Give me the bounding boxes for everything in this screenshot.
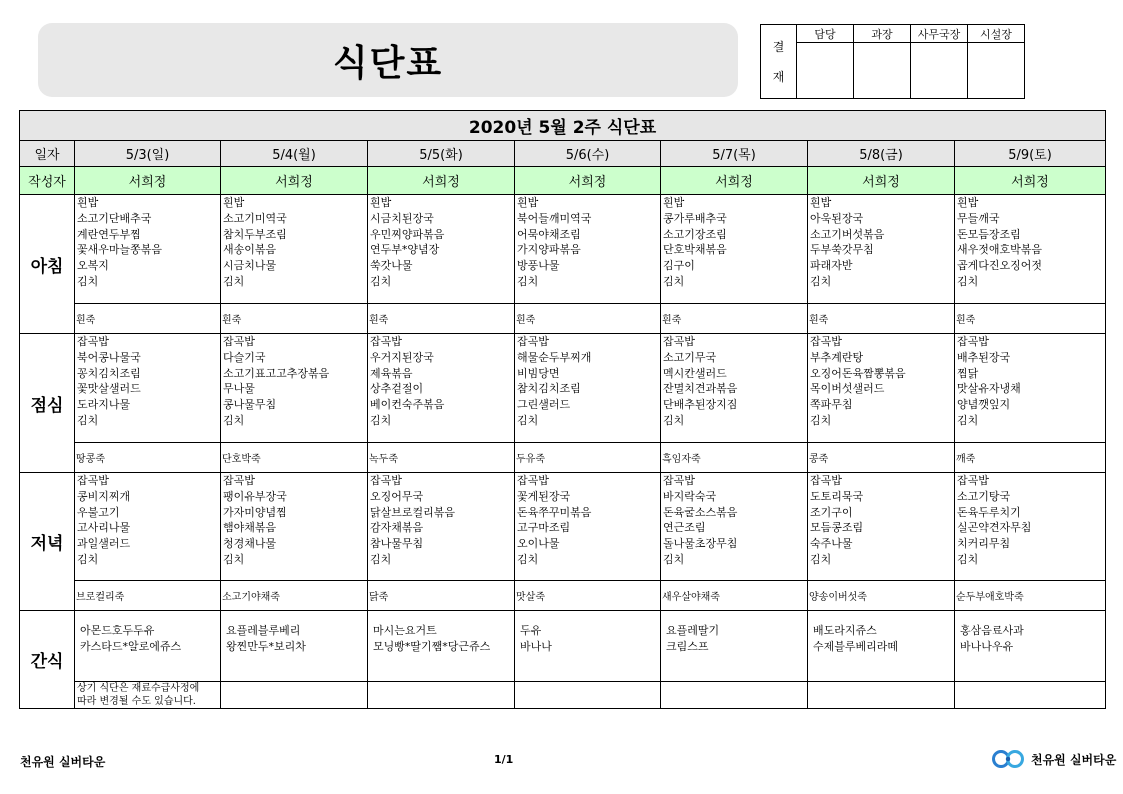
- menu-item: 흰밥: [517, 196, 539, 209]
- menu-item: 오복지: [77, 259, 109, 273]
- porridge-text: 흰죽: [222, 315, 242, 326]
- porridge-text: 흰죽: [956, 315, 976, 326]
- signature-box[interactable]: [854, 43, 911, 99]
- menu-item: 쑥갓나물: [370, 259, 413, 273]
- menu-item: 김치: [223, 274, 245, 288]
- menu-item: 고사리나물: [77, 521, 131, 535]
- snack-menu-cell: [661, 611, 808, 682]
- menu-item: 다슬기국: [223, 350, 266, 364]
- menu-item: 김치: [663, 274, 685, 288]
- menu-item: 김치: [663, 413, 685, 427]
- menu-item: 고구마조림: [517, 521, 571, 535]
- day-date: [808, 141, 955, 167]
- menu-item: 꽃새우마늘쫑볶음: [77, 243, 163, 257]
- signature-box[interactable]: [968, 43, 1025, 99]
- menu-item: 수제블루베리라떼: [813, 639, 899, 653]
- menu-item: 잡곡밥: [517, 474, 549, 487]
- menu-item: 도라지나물: [77, 398, 131, 412]
- day-date: [955, 141, 1106, 167]
- menu-item: 방풍나물: [517, 259, 560, 273]
- menu-item: 김치: [370, 274, 392, 288]
- porridge-cell: [221, 304, 368, 334]
- porridge-text: 흑임자죽: [662, 454, 701, 465]
- lunch-menu-cell: [661, 334, 808, 443]
- menu-item: 파래자반: [810, 259, 853, 273]
- menu-item: 우거지된장국: [370, 350, 434, 364]
- day-writer-text: 서희정: [862, 175, 900, 190]
- day-date-text: 5/8(금): [859, 148, 903, 163]
- breakfast-menu-cell: [221, 195, 368, 304]
- porridge-cell: [661, 304, 808, 334]
- menu-item: 김치: [517, 413, 539, 427]
- menu-item: 찜닭: [957, 366, 979, 380]
- menu-item: 흰밥: [370, 196, 392, 209]
- day-writer: [221, 167, 368, 195]
- menu-item: 돈육굴소스볶음: [663, 505, 738, 519]
- menu-item: 감자채볶음: [370, 521, 424, 535]
- date-label: 일자: [20, 141, 75, 167]
- menu-item: 소고기장조림: [663, 227, 727, 241]
- porridge-cell: [75, 304, 221, 334]
- porridge-cell: [515, 304, 661, 334]
- menu-item: 김구이: [663, 259, 695, 273]
- menu-item: 크림스프: [666, 639, 709, 653]
- menu-item: 꽃게된장국: [517, 489, 571, 503]
- porridge-cell: [661, 443, 808, 473]
- menu-item: 바지락숙국: [663, 489, 717, 503]
- approval-table: [760, 24, 1025, 99]
- footer-logo: [992, 746, 1116, 772]
- menu-item: 콩비지찌개: [77, 489, 131, 503]
- menu-item: 김치: [77, 274, 99, 288]
- menu-item: 참나물무침: [370, 537, 424, 551]
- menu-item: 오징어돈육짬뽕볶음: [810, 366, 906, 380]
- day-date-text: 5/4(월): [272, 148, 316, 163]
- menu-item: 새우젓애호박볶음: [957, 243, 1043, 257]
- title-banner: [38, 23, 738, 97]
- footer-facility: 천유원 실버타운: [20, 755, 106, 769]
- day-writer-text: 서희정: [568, 175, 607, 190]
- breakfast-menu-cell: [955, 195, 1106, 304]
- snack-menu-cell: [221, 611, 368, 682]
- porridge-text: 녹두죽: [369, 454, 398, 465]
- lunch-menu-cell: [515, 334, 661, 443]
- day-writer-text: 서희정: [128, 175, 167, 190]
- menu-item: 목이버섯샐러드: [810, 382, 885, 396]
- menu-item: 김치: [517, 552, 539, 566]
- menu-item: 단배추된장지짐: [663, 398, 738, 412]
- menu-item: 요플레블루베리: [226, 624, 301, 637]
- porridge-text: 흰죽: [369, 315, 389, 326]
- day-date: [515, 141, 661, 167]
- approval-label-1: 결: [772, 39, 785, 54]
- menu-item: 잡곡밥: [663, 335, 695, 348]
- approval-label-2: 재: [772, 69, 785, 84]
- porridge-cell: [808, 304, 955, 334]
- porridge-text: 브로컬리죽: [76, 592, 125, 603]
- day-writer: [661, 167, 808, 195]
- menu-item: 배도라지쥬스: [813, 624, 877, 637]
- menu-item: 돈육두루치기: [957, 505, 1021, 519]
- menu-item: 김치: [370, 552, 392, 566]
- menu-item: 돌나물초장무침: [663, 537, 738, 551]
- snack-menu-cell: [808, 611, 955, 682]
- menu-item: 조기구이: [810, 505, 853, 519]
- porridge-cell: [955, 581, 1106, 611]
- porridge-cell: [808, 443, 955, 473]
- menu-item: 돈육쭈꾸미볶음: [517, 505, 592, 519]
- menu-item: 흰밥: [77, 196, 99, 209]
- porridge-text: 흰죽: [662, 315, 682, 326]
- day-date-text: 5/3(일): [125, 148, 170, 163]
- menu-item: 콩나물무침: [223, 398, 277, 412]
- menu-item: 베이컨숙주볶음: [370, 398, 445, 412]
- menu-item: 무나물: [223, 382, 255, 396]
- menu-item: 김치: [810, 274, 832, 288]
- menu-item: 치커리무침: [957, 537, 1011, 551]
- porridge-cell: [368, 581, 515, 611]
- menu-item: 흰밥: [810, 196, 832, 209]
- menu-item: 김치: [77, 413, 99, 427]
- menu-item: 연두부*양념장: [370, 243, 440, 257]
- menu-item: 팽이유부장국: [223, 489, 287, 503]
- day-date: [368, 141, 515, 167]
- lunch-menu-cell: [368, 334, 515, 443]
- porridge-cell: [368, 304, 515, 334]
- menu-item: 시금치나물: [223, 259, 277, 273]
- menu-item: 김치: [810, 413, 832, 427]
- empty-note-cell: [808, 682, 955, 709]
- day-writer-text: 서희정: [275, 175, 313, 190]
- menu-item: 잡곡밥: [370, 335, 402, 348]
- menu-item: 북어들깨미역국: [517, 211, 592, 225]
- menu-item: 상추겉절이: [370, 382, 424, 396]
- dinner-menu-cell: [515, 473, 661, 581]
- empty-note-cell: [221, 682, 368, 709]
- dinner-menu-cell: [221, 473, 368, 581]
- lunch-menu-cell: [75, 334, 221, 443]
- dinner-menu-cell: [808, 473, 955, 581]
- menu-item: 가자미양념찜: [223, 505, 287, 519]
- day-writer-text: 서희정: [422, 175, 460, 190]
- day-date: [221, 141, 368, 167]
- dinner-menu-cell: [368, 473, 515, 581]
- menu-item: 두유: [520, 624, 542, 637]
- menu-item: 참치두부조림: [223, 227, 287, 241]
- menu-item: 소고기단배추국: [77, 211, 152, 225]
- menu-item: 무들깨국: [957, 211, 1000, 225]
- menu-item: 양념깻잎지: [957, 398, 1011, 412]
- meal-label-breakfast: 아침: [20, 195, 75, 334]
- porridge-cell: [515, 443, 661, 473]
- menu-item: 김치: [663, 552, 685, 566]
- menu-item: 북어콩나물국: [77, 350, 141, 364]
- breakfast-menu-cell: [808, 195, 955, 304]
- dinner-menu-cell: [955, 473, 1106, 581]
- porridge-cell: [808, 581, 955, 611]
- menu-item: 마시는요거트: [373, 624, 437, 637]
- porridge-cell: [221, 443, 368, 473]
- menu-item: 잡곡밥: [517, 335, 549, 348]
- porridge-text: 깨죽: [956, 454, 976, 465]
- menu-item: 잡곡밥: [223, 474, 255, 487]
- menu-item: 잡곡밥: [957, 474, 989, 487]
- menu-item: 김치: [223, 413, 245, 427]
- menu-item: 숙주나물: [810, 537, 853, 551]
- approval-role: 담당: [797, 25, 854, 43]
- menu-item: 김치: [517, 274, 539, 288]
- empty-note-cell: [515, 682, 661, 709]
- menu-item: 김치: [77, 552, 99, 566]
- day-writer: [808, 167, 955, 195]
- menu-item: 비빔당면: [517, 366, 560, 380]
- lunch-menu-cell: [221, 334, 368, 443]
- menu-item: 아몬드호두두유: [80, 624, 155, 637]
- menu-item: 참치김치조림: [517, 382, 581, 396]
- menu-item: 김치: [223, 552, 245, 566]
- porridge-text: 두유죽: [516, 454, 545, 465]
- day-writer: [955, 167, 1106, 195]
- menu-item: 꽃맛살샐러드: [77, 382, 141, 396]
- menu-item: 시금치된장국: [370, 211, 434, 225]
- menu-item: 곱게다진오징어젓: [957, 259, 1043, 273]
- menu-item: 바나나: [520, 639, 552, 653]
- meal-label-lunch: 점심: [20, 334, 75, 473]
- menu-item: 청경채나물: [223, 537, 277, 551]
- page-title: 식단표: [332, 42, 444, 84]
- menu-item: 소고기탕국: [957, 489, 1011, 503]
- menu-item: 잡곡밥: [370, 474, 402, 487]
- porridge-cell: [955, 304, 1106, 334]
- menu-item: 잡곡밥: [957, 335, 989, 348]
- facility-logo-icon: [992, 746, 1028, 772]
- day-writer-text: 서희정: [1011, 175, 1049, 190]
- porridge-cell: [221, 581, 368, 611]
- dinner-menu-cell: [75, 473, 221, 581]
- menu-item: 소고기버섯볶음: [810, 227, 885, 241]
- menu-item: 맛살유자냉채: [957, 382, 1021, 396]
- breakfast-menu-cell: [75, 195, 221, 304]
- menu-item: 아욱된장국: [810, 211, 864, 225]
- porridge-text: 흰죽: [516, 315, 536, 326]
- menu-item: 모듬콩조림: [810, 521, 864, 535]
- porridge-cell: [955, 443, 1106, 473]
- day-date: [75, 141, 221, 167]
- day-writer: [515, 167, 661, 195]
- menu-item: 가지양파볶음: [517, 243, 581, 257]
- menu-item: 잡곡밥: [77, 335, 109, 348]
- menu-item: 소고기무국: [663, 350, 717, 364]
- menu-item: 카스타드*알로에쥬스: [80, 639, 182, 653]
- menu-item: 단호박채볶음: [663, 243, 727, 257]
- menu-item: 어묵야채조림: [517, 227, 581, 241]
- menu-item: 오이나물: [517, 537, 560, 551]
- menu-item: 잔멸치견과볶음: [663, 382, 738, 396]
- menu-item: 김치: [957, 552, 979, 566]
- breakfast-menu-cell: [661, 195, 808, 304]
- menu-item: 돈모듬장조림: [957, 227, 1021, 241]
- snack-menu-cell: [368, 611, 515, 682]
- menu-item: 그린샐러드: [517, 398, 571, 412]
- porridge-text: 땅콩죽: [76, 454, 105, 465]
- breakfast-menu-cell: [368, 195, 515, 304]
- signature-box[interactable]: [797, 43, 854, 99]
- meal-label-snack: 간식: [20, 611, 75, 709]
- menu-item: 김치: [957, 413, 979, 427]
- approval-role: 시설장: [968, 25, 1025, 43]
- footer-page-number: 1/1: [494, 753, 514, 766]
- menu-item: 꽁치김치조림: [77, 366, 141, 380]
- day-writer: [368, 167, 515, 195]
- signature-box[interactable]: [911, 43, 968, 99]
- menu-item: 과일샐러드: [77, 537, 131, 551]
- menu-item: 도토리묵국: [810, 489, 864, 503]
- menu-item: 흰밥: [957, 196, 979, 209]
- menu-item: 잡곡밥: [223, 335, 255, 348]
- lunch-menu-cell: [955, 334, 1106, 443]
- porridge-cell: [661, 581, 808, 611]
- menu-item: 새송이볶음: [223, 243, 277, 257]
- porridge-text: 소고기야채죽: [222, 592, 280, 603]
- day-writer-text: 서희정: [715, 175, 753, 190]
- empty-note-cell: [661, 682, 808, 709]
- menu-item: 잡곡밥: [77, 474, 109, 487]
- empty-note-cell: [955, 682, 1106, 709]
- porridge-cell: [75, 581, 221, 611]
- menu-item: 흰밥: [223, 196, 245, 209]
- menu-item: 흰밥: [663, 196, 685, 209]
- snack-menu-cell: [515, 611, 661, 682]
- menu-note: [75, 682, 221, 709]
- empty-note-cell: [368, 682, 515, 709]
- menu-item: 잡곡밥: [663, 474, 695, 487]
- menu-item: 김치: [370, 413, 392, 427]
- menu-item: 왕찐만두*보리차: [226, 639, 306, 653]
- menu-item: 우민찌양파볶음: [370, 227, 445, 241]
- lunch-menu-cell: [808, 334, 955, 443]
- menu-item: 배추된장국: [957, 350, 1011, 364]
- snack-menu-cell: [955, 611, 1106, 682]
- snack-menu-cell: [75, 611, 221, 682]
- menu-item: 소고기미역국: [223, 211, 287, 225]
- porridge-cell: [368, 443, 515, 473]
- menu-item: 홍삼음료사과: [960, 624, 1024, 637]
- menu-item: 연근조림: [663, 521, 706, 535]
- day-writer: [75, 167, 221, 195]
- approval-label: [761, 25, 797, 99]
- day-date-text: 5/5(화): [419, 148, 463, 163]
- menu-item: 두부쑥갓무침: [810, 243, 874, 257]
- menu-item: 요플레딸기: [666, 624, 720, 637]
- porridge-text: 순두부애호박죽: [956, 592, 1024, 603]
- menu-item: 부추계란탕: [810, 350, 864, 364]
- menu-item: 계란연두부찜: [77, 227, 141, 241]
- porridge-text: 흰죽: [76, 315, 96, 326]
- porridge-text: 흰죽: [809, 315, 829, 326]
- menu-item: 햄야채볶음: [223, 521, 277, 535]
- menu-table: [19, 110, 1106, 709]
- approval-role: 사무국장: [911, 25, 968, 43]
- porridge-text: 양송이버섯죽: [809, 592, 867, 603]
- menu-item: 우불고기: [77, 505, 120, 519]
- menu-item: 바나나우유: [960, 639, 1014, 653]
- menu-item: 오징어무국: [370, 489, 424, 503]
- dinner-menu-cell: [661, 473, 808, 581]
- menu-item: 실곤약견자무침: [957, 521, 1032, 535]
- porridge-cell: [75, 443, 221, 473]
- porridge-text: 콩죽: [809, 454, 829, 465]
- logo-text: 천유원 실버타운: [1031, 752, 1117, 767]
- menu-item: 모닝빵*딸기쨈*당근쥬스: [373, 639, 491, 653]
- table-title: 2020년 5월 2주 식단표: [20, 111, 1106, 141]
- menu-item: 쪽파무침: [810, 398, 853, 412]
- menu-item: 잡곡밥: [810, 335, 842, 348]
- menu-item: 닭살브로컬리볶음: [370, 505, 456, 519]
- porridge-text: 맛살죽: [516, 592, 545, 603]
- writer-label: 작성자: [20, 167, 75, 195]
- approval-role: 과장: [854, 25, 911, 43]
- day-date-text: 5/7(목): [712, 148, 756, 163]
- menu-item: 소고기표고고추장볶음: [223, 366, 330, 380]
- menu-note-line: 따라 변경될 수도 있습니다.: [77, 696, 196, 707]
- porridge-text: 새우살야채죽: [662, 592, 720, 603]
- menu-item: 멕시칸샐러드: [663, 366, 727, 380]
- meal-label-dinner: 저녁: [20, 473, 75, 611]
- porridge-cell: [515, 581, 661, 611]
- menu-item: 제육볶음: [370, 366, 413, 380]
- porridge-text: 닭죽: [369, 592, 389, 603]
- breakfast-menu-cell: [515, 195, 661, 304]
- porridge-text: 단호박죽: [222, 454, 261, 465]
- day-date-text: 5/6(수): [565, 148, 610, 163]
- menu-note-line: 상기 식단은 재료수급사정에: [77, 683, 200, 694]
- menu-item: 김치: [810, 552, 832, 566]
- menu-item: 해물순두부찌개: [517, 350, 592, 364]
- menu-item: 콩가루배추국: [663, 211, 727, 225]
- menu-item: 잡곡밥: [810, 474, 842, 487]
- day-date: [661, 141, 808, 167]
- day-date-text: 5/9(토): [1008, 148, 1052, 163]
- menu-item: 김치: [957, 274, 979, 288]
